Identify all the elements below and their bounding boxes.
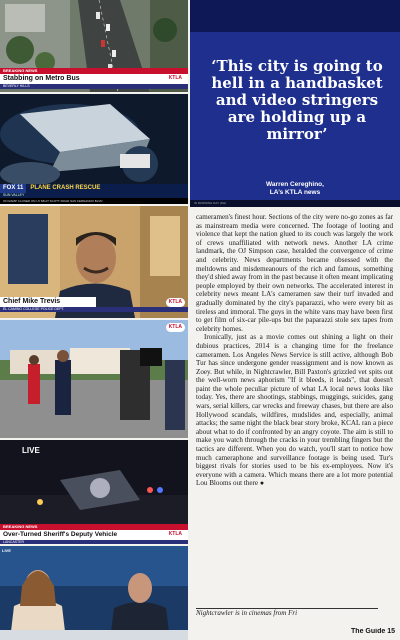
breaking-news-tag: BREAKING NEWS (0, 68, 188, 74)
live-label: LIVE (22, 446, 40, 455)
channel-bug: KTLA (166, 530, 185, 539)
channel-bug: KTLA (166, 74, 185, 83)
person-name-text: Chief Mike Trevis (0, 297, 96, 307)
headline-text: PLANE CRASH RESCUE (30, 185, 101, 191)
news-lower-third (0, 297, 188, 312)
pull-quote-panel (190, 0, 400, 207)
tv-still-street-scene (0, 320, 188, 438)
footnote-text: Nightcrawler is in cinemas from Fri (196, 609, 298, 617)
credit-name: Warren Cereghino, (266, 181, 324, 188)
headline-text: Over-Turned Sheriff's Deputy Vehicle (0, 530, 188, 540)
article-paragraph-1: cameramen's finest hour. Sections of the city were no-go zones as far as mainstream media were concerned. The footage of looting and violence that kept the nation glued to its couch was largely the work of crews unaffiliated with network news. Another LA crime landmark, the OJ Simpson case, heralded the convergence of crime and celebrity. News departments became obsessed with the meltdowns and misdemeanours of the rich and famous, something they'd shied away from in the past because it often meant implicating people employed by their own networks. The accelerated interest in celebrity news meant LA's cameramen saw their turf invaded and gradually dominated by the city's paparazzi, who were every bit as tireless and immoral. The guys in the white vans may have been first to get film of six-car pile-ups but the paparazzi stole sex tapes from celebrity homes. (196, 213, 393, 333)
anchors-studio-image (0, 546, 188, 640)
article-paragraph-2-text: Ironically, just as a movie comes out shining a light on their dubious practices, 2014 is a changing time for the freelance cameramen. Los Angeles News Service is still active, although Bob Tur has since undergone gender reassignment and is now known as Zoey. But while, in Nightcrawler, Bill Paxton's grizzled vet spits out the well-worn news aphorism "If it bleeds, it leads", that doesn't paint the whole peculiar picture of what LA local news looks like today. Yes, there are shootings, stabbings, muggings, suicides, gang wars, serial killers, car wrecks and freeway chases, but there are also Hollywood scandals, wildfires, mudslides and, especially, animal attacks; the same night the black bear story broke, KCAL ran a piece about what to do if confronted by an angry coyote. The aim is still to make you watch through the cracks in your trembling fingers but the tactics are different. When you do watch, you'll start to notice how much cameraphone and surveillance footage is being used. Tur's biggest rivals for stories used to be his ex-employees. Now it's everyone with a camera. Which means there are a lot more potential Lou Blooms out there (196, 333, 393, 488)
pull-quote-credit (190, 181, 400, 197)
news-lower-third (0, 68, 188, 89)
article-body (196, 213, 393, 608)
pull-quote-text: ‘This city is going to hell in a handbasket and video stringers are holding up a mirror’ (211, 57, 383, 143)
article-paragraph-2 (196, 333, 393, 488)
tv-still-overturned-vehicle (0, 440, 188, 544)
channel-bug: KTLA (166, 298, 185, 307)
page-folio: The Guide 15 (351, 628, 395, 635)
location-text: SUN VALLEY (0, 193, 188, 198)
location-text: LANCASTER (0, 540, 188, 544)
channel-bug: KTLA (166, 323, 185, 332)
tv-still-metro-bus (0, 0, 188, 92)
channel-label: FOX 11 (0, 184, 26, 193)
breaking-news-tag: BREAKING NEWS (0, 524, 188, 530)
headline-text: Stabbing on Metro Bus (0, 74, 188, 84)
live-label: LIVE (2, 548, 11, 553)
news-crawl: ON RAMP CLOSED ON I-5 SB AT SCOTT ROAD SAN FERNANDO BLVD (0, 198, 188, 204)
tv-still-police-chief (0, 206, 188, 318)
news-lower-third (0, 524, 188, 544)
tv-still-news-anchors (0, 546, 188, 640)
location-text: BEVERLY HILLS (0, 84, 188, 89)
street-scene-image (0, 320, 188, 438)
tv-still-plane-crash (0, 94, 188, 204)
end-mark-icon: ● (259, 479, 265, 488)
quote-panel-top-band (190, 0, 400, 32)
news-lower-third (0, 184, 188, 204)
panel-footer-text: IN MORNING DAY (DH) (190, 200, 400, 207)
credit-role: LA’s KTLA news (269, 189, 321, 196)
person-caption-text: EL CAMINO COLLEGE POLICE DEPT. (0, 307, 188, 312)
